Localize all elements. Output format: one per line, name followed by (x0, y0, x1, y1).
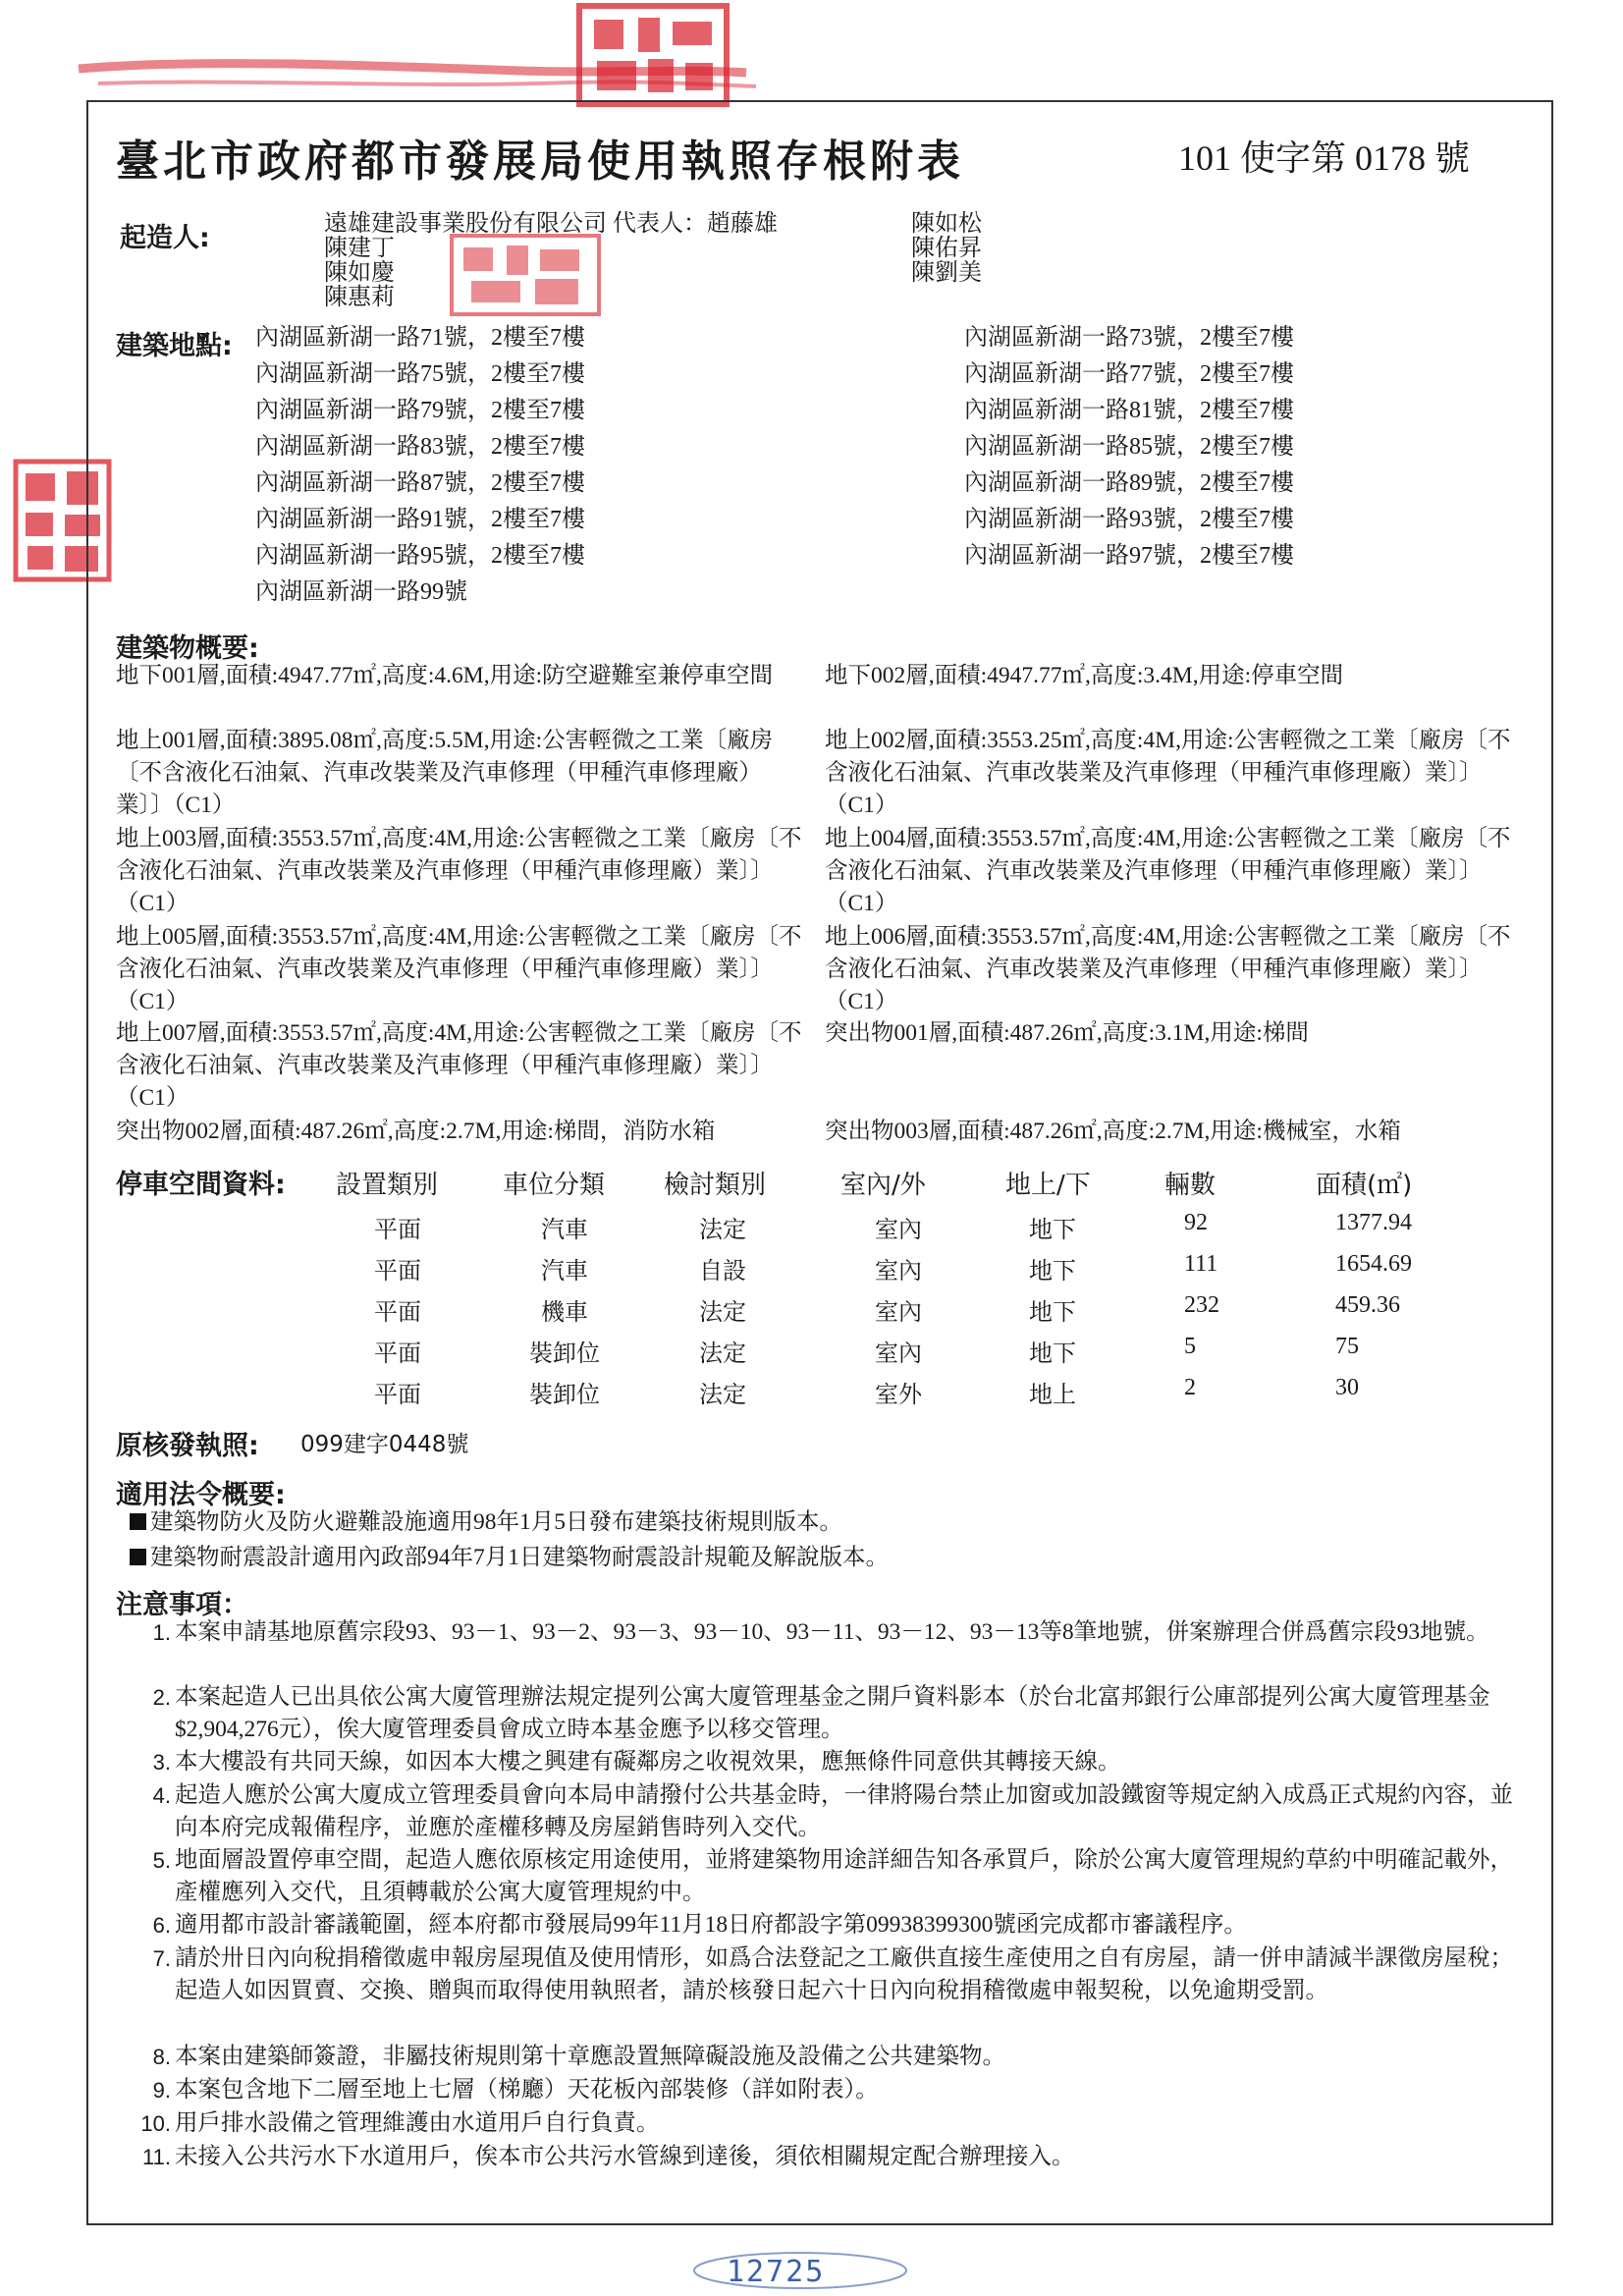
summary-item: 地上007層,面積:3553.57㎡,高度:4M,用途:公害輕微之工業〔廠房〔不含液化石油氣、汽車改裝業及汽車修理（甲種汽車修理廠）業〕〕（C1） (116, 1020, 802, 1111)
note-number: 6. (152, 1913, 171, 1938)
applicant-name: 陳如松 (911, 211, 982, 237)
location-item: 內湖區新湖一路87號，2樓至7樓 (255, 470, 585, 496)
parking-cell: 1654.69 (1335, 1251, 1412, 1277)
location-item: 內湖區新湖一路81號，2樓至7樓 (964, 398, 1294, 423)
summary-item: 突出物003層,面積:487.26㎡,高度:2.7M,用途:機械室，水箱 (825, 1119, 1401, 1144)
parking-cell: 汽車 (541, 1259, 588, 1285)
location-col-right (964, 320, 1294, 574)
location-col-left (255, 320, 585, 611)
parking-cell: 30 (1335, 1375, 1359, 1400)
parking-cell: 室內 (875, 1218, 922, 1243)
summary-item: 地上003層,面積:3553.57㎡,高度:4M,用途:公害輕微之工業〔廠房〔不含液化石油氣、汽車改裝業及汽車修理（甲種汽車修理廠）業〕〕（C1） (116, 826, 802, 916)
summary-item: 地上002層,面積:3553.25㎡,高度:4M,用途:公害輕微之工業〔廠房〔不含液化石油氣、汽車改裝業及汽車修理（甲種汽車修理廠）業〕〕（C1） (825, 728, 1511, 818)
parking-cell: 平面 (374, 1218, 421, 1243)
note-number: 4. (152, 1783, 171, 1808)
applicants-col1 (324, 212, 778, 310)
parking-cell: 地下 (1029, 1259, 1076, 1285)
summary-label: 建築物概要: (116, 633, 259, 664)
law-item (130, 1542, 889, 1574)
parking-cell: 平面 (374, 1259, 421, 1285)
law-item (130, 1506, 842, 1539)
permit-number: 101 使字第 0178 號 (1178, 138, 1471, 178)
location-item: 內湖區新湖一路89號，2樓至7樓 (964, 470, 1294, 496)
location-item: 內湖區新湖一路79號，2樓至7樓 (255, 398, 585, 423)
parking-label: 停車空間資料: (116, 1170, 286, 1200)
parking-header: 檢討類別 (664, 1171, 767, 1200)
applicant-name: 遠雄建設事業股份有限公司 代表人：趙藤雄 (324, 211, 778, 237)
parking-cell: 法定 (699, 1218, 746, 1243)
parking-cell: 機車 (541, 1300, 588, 1326)
applicant-name: 陳建丁 (324, 236, 395, 261)
note-number: 9. (152, 2078, 171, 2103)
note-text: 本案起造人已出具依公寓大廈管理辦法規定提列公寓大廈管理基金之開戶資料影本（於台北富邦銀行公庫部提列公寓大廈管理基金$2,904,276元），俟大廈管理委員會成立時本基金應予以移交管理。 (175, 1684, 1490, 1742)
location-item: 內湖區新湖一路93號，2樓至7樓 (964, 507, 1294, 532)
applicants-label: 起造人: (120, 223, 210, 253)
parking-cell: 平面 (374, 1383, 421, 1408)
note-number: 1. (152, 1620, 171, 1645)
parking-cell: 地下 (1029, 1341, 1076, 1367)
parking-cell: 地下 (1029, 1300, 1076, 1326)
applicant-name: 陳如慶 (324, 260, 395, 286)
bullet-square-icon (130, 1549, 146, 1565)
parking-header: 輛數 (1164, 1171, 1217, 1200)
original-permit-value: 099建字0448號 (300, 1432, 469, 1457)
note-text: 請於卅日內向稅捐稽徵處申報房屋現值及使用情形，如爲合法登記之工廠供直接生產使用之自有房屋，請一併申請減半課徵房屋稅；起造人如因買賣、交換、贈與而取得使用執照者，請於核發日起六十日內向稅捐稽徵處申報契稅，以免逾期受罰。 (175, 1945, 1513, 2003)
parking-cell: 室內 (875, 1300, 922, 1326)
note-number: 3. (152, 1750, 171, 1775)
parking-header: 設置類別 (336, 1171, 439, 1200)
note-number: 7. (152, 1946, 171, 1971)
applicants-col2 (911, 212, 982, 286)
parking-cell: 室內 (875, 1259, 922, 1285)
note-text: 本案申請基地原舊宗段93、93－1、93－2、93－3、93－10、93－11、93－12、93－13等8筆地號，併案辦理合併爲舊宗段93地號。 (175, 1619, 1489, 1645)
summary-item: 突出物002層,面積:487.26㎡,高度:2.7M,用途:梯間，消防水箱 (116, 1119, 716, 1144)
location-item: 內湖區新湖一路91號，2樓至7樓 (255, 507, 585, 532)
parking-cell: 平面 (374, 1341, 421, 1367)
parking-cell: 地下 (1029, 1218, 1076, 1243)
parking-cell: 5 (1184, 1334, 1196, 1359)
parking-cell: 75 (1335, 1334, 1359, 1359)
note-text: 起造人應於公寓大廈成立管理委員會向本局申請撥付公共基金時，一律將陽台禁止加窗或加設鐵窗等規定納入成爲正式規約內容，並向本府完成報備程序，並應於產權移轉及房屋銷售時列入交代。 (175, 1782, 1513, 1840)
note-number: 5. (152, 1848, 171, 1873)
note-number: 10. (140, 2111, 171, 2136)
original-permit-label: 原核發執照: (116, 1431, 259, 1461)
law-item-text: 建築物防火及防火避難設施適用98年1月5日發布建築技術規則版本。 (150, 1509, 842, 1535)
applicant-name: 陳惠莉 (324, 285, 395, 310)
summary-item: 地上004層,面積:3553.57㎡,高度:4M,用途:公害輕微之工業〔廠房〔不含液化石油氣、汽車改裝業及汽車修理（甲種汽車修理廠）業〕〕（C1） (825, 826, 1511, 916)
parking-cell: 室內 (875, 1341, 922, 1367)
laws-label: 適用法令概要: (116, 1480, 286, 1510)
parking-header: 車位分類 (503, 1171, 606, 1200)
page-title: 臺北市政府都市發展局使用執照存根附表 (116, 137, 964, 187)
summary-item: 地上005層,面積:3553.57㎡,高度:4M,用途:公害輕微之工業〔廠房〔不含液化石油氣、汽車改裝業及汽車修理（甲種汽車修理廠）業〕〕（C1） (116, 924, 802, 1014)
location-item: 內湖區新湖一路77號，2樓至7樓 (964, 361, 1294, 387)
parking-cell: 裝卸位 (529, 1341, 600, 1367)
parking-header: 面積(㎡) (1316, 1171, 1413, 1200)
parking-cell: 平面 (374, 1300, 421, 1326)
summary-item: 地上006層,面積:3553.57㎡,高度:4M,用途:公害輕微之工業〔廠房〔不含液化石油氣、汽車改裝業及汽車修理（甲種汽車修理廠）業〕〕（C1） (825, 924, 1511, 1014)
location-item: 內湖區新湖一路71號，2樓至7樓 (255, 325, 585, 351)
note-text: 適用都市設計審議範圍，經本府都市發展局99年11月18日府都設字第09938399300號函完成都市審議程序。 (175, 1912, 1247, 1938)
parking-cell: 法定 (699, 1341, 746, 1367)
parking-cell: 法定 (699, 1300, 746, 1326)
note-text: 本案由建築師簽證，非屬技術規則第十章應設置無障礙設施及設備之公共建築物。 (175, 2044, 1005, 2069)
parking-cell: 室外 (875, 1383, 922, 1408)
parking-cell: 自設 (699, 1259, 746, 1285)
parking-cell: 92 (1184, 1210, 1208, 1235)
parking-cell: 2 (1184, 1375, 1196, 1400)
parking-cell: 1377.94 (1335, 1210, 1412, 1235)
stamp-number: 12725 (727, 2255, 826, 2289)
location-label: 建築地點: (116, 331, 233, 361)
parking-cell: 地上 (1029, 1383, 1076, 1408)
location-item: 內湖區新湖一路95號，2樓至7樓 (255, 543, 585, 569)
location-item: 內湖區新湖一路97號，2樓至7樓 (964, 543, 1294, 569)
parking-cell: 459.36 (1335, 1292, 1400, 1318)
location-item: 內湖區新湖一路85號，2樓至7樓 (964, 434, 1294, 460)
parking-cell: 232 (1184, 1292, 1219, 1318)
applicant-name: 陳劉美 (911, 260, 982, 286)
notes-label: 注意事項： (116, 1590, 248, 1620)
location-item: 內湖區新湖一路73號，2樓至7樓 (964, 325, 1294, 351)
location-item: 內湖區新湖一路75號，2樓至7樓 (255, 361, 585, 387)
bullet-square-icon (130, 1513, 146, 1530)
applicant-name: 陳佑昇 (911, 236, 982, 261)
note-number: 8. (152, 2045, 171, 2069)
summary-item: 地下001層,面積:4947.77㎡,高度:4.6M,用途:防空避難室兼停車空間 (116, 663, 774, 688)
parking-cell: 汽車 (541, 1218, 588, 1243)
parking-cell: 法定 (699, 1383, 746, 1408)
note-text: 用戶排水設備之管理維護由水道用戶自行負責。 (175, 2110, 660, 2136)
law-item-text: 建築物耐震設計適用內政部94年7月1日建築物耐震設計規範及解說版本。 (150, 1545, 889, 1570)
note-number: 11. (142, 2145, 171, 2169)
parking-header: 地上/下 (1005, 1171, 1091, 1200)
location-item: 內湖區新湖一路99號 (255, 579, 467, 605)
note-text: 本大樓設有共同天線，如因本大樓之興建有礙鄰房之收視效果，應無條件同意供其轉接天線。 (175, 1749, 1121, 1775)
summary-item: 地下002層,面積:4947.77㎡,高度:3.4M,用途:停車空間 (825, 663, 1344, 688)
note-text: 本案包含地下二層至地上七層（梯廳）天花板內部裝修（詳如附表）。 (175, 2077, 879, 2103)
parking-cell: 裝卸位 (529, 1383, 600, 1408)
summary-item: 地上001層,面積:3895.08㎡,高度:5.5M,用途:公害輕微之工業〔廠房〔不含液化石油氣、汽車改裝業及汽車修理（甲種汽車修理廠）業〕〕（C1） (116, 728, 774, 818)
summary-item: 突出物001層,面積:487.26㎡,高度:3.1M,用途:梯間 (825, 1020, 1309, 1046)
parking-header: 室內/外 (840, 1171, 926, 1200)
note-text: 未接入公共污水下水道用戶，俟本市公共污水管線到達後，須依相關規定配合辦理接入。 (175, 2144, 1075, 2169)
parking-cell: 111 (1184, 1251, 1218, 1277)
note-number: 2. (152, 1685, 171, 1710)
location-item: 內湖區新湖一路83號，2樓至7樓 (255, 434, 585, 460)
note-text: 地面層設置停車空間，起造人應依原核定用途使用，並將建築物用途詳細告知各承買戶，除於公寓大廈管理規約草約中明確記載外，產權應列入交代，且須轉載於公寓大廈管理規約中。 (175, 1847, 1513, 1905)
